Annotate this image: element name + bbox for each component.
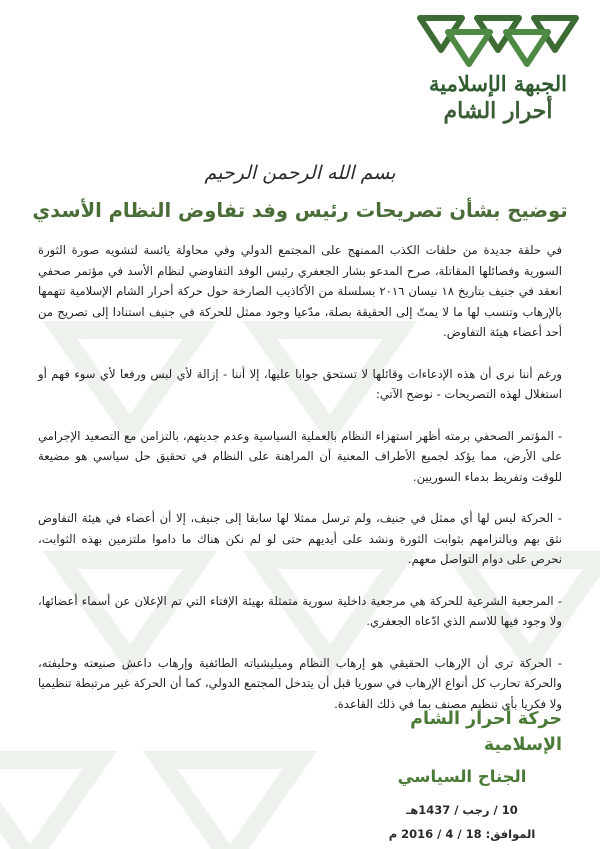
paragraph-point-4: - الحركة ترى أن الإرهاب الحقيقي هو إرهاب النظام وميليشياته الطائفية وإرهاب داعش صنيعته وحليفته، والحركة تحارب كل أنواع الإرهاب في سوريا قبل أن يتدخل المجتمع الدولي، كما أن الحركة غير مرتبطة تنظيميا ولا فكريا بأي تنظيم مصنف بما في ذلك القاعدة. <box>38 655 562 711</box>
gregorian-date: الموافق: 18 / 4 / 2016 م <box>388 827 536 841</box>
paragraph-point-2: - الحركة ليس لها أي ممثل في جنيف، ولم ترسل ممثلا لها سابقا إلى جنيف، إلا أن أعضاء في هيئة التفاوض نثق بهم وبالتزامهم بثوابت الثورة ونشد على أيديهم حتى لو لم نكن هناك ما داموا ملتزمين بهذه الثوابت، نحرص على دوام التواصل معهم. <box>38 511 562 566</box>
paragraph-point-3: - المرجعية الشرعية للحركة هي مرجعية داخلية سورية متمثلة بهيئة الإفتاء التي تم الإعلان عن أسماء أعضائها، ولا وجود فيها للاسم الذي ادّعاه الجعفري. <box>38 593 562 628</box>
logo-subtitle: أحرار الشام <box>443 98 553 124</box>
paragraph-preface: ورغم أننا نرى أن هذه الإدعاءات وقائلها لا تستحق جوابا عليها، إلا أننا - إزالة لأي لبس ورفعا لأي سوء فهم أو استغلال لهذه التصريحات - نوضح الآتي: <box>38 366 562 401</box>
logo-name: الجبهة الإسلامية <box>429 71 567 96</box>
document-title: توضيح بشأن تصريحات رئيس وفد تفاوض النظام الأسدي <box>32 199 568 222</box>
hijri-date: 10 / رجب / 1437هـ <box>406 803 518 817</box>
document-body <box>38 240 562 735</box>
paragraph-intro: في حلقة جديدة من حلقات الكذب الممنهج على المجتمع الدولي وفي محاولة يائسة لتشويه صورة الثورة السورية وفصائلها المقاتلة، صرح المدعو بشار الجعفري رئيس الوفد التفاوضي لنظام الأسد في مؤتمر صحفي انعقد في جنيف بتاريخ ١٨ نيسان ٢٠١٦ بسلسلة من الأكاذيب الصارخة حول حركة أحرار الشام الإسلامية تتهمها بالإرهاب وتنسب لها ما لا يمتّ إلى الحقيقة بصلة، مدّعيا وجود ممثل للحركة في جنيف استنادا إلى تصريح من أحد أعضاء هيئة التفاوض. <box>38 243 562 339</box>
signature-wing: الجناح السياسي <box>397 767 527 786</box>
organization-logo <box>410 10 586 150</box>
basmala: بسم الله الرحمن الرحيم <box>204 162 396 184</box>
signature-block <box>362 706 562 844</box>
logo-emblem-icon <box>414 10 582 72</box>
paragraph-point-1: - المؤتمر الصحفي برمته أظهر استهزاء النظام بالعملية السياسية وعدم جديتهم، بالتزامن مع التصعيد الإجرامي على الأرض، مما يؤكد لجميع الأطراف المعنية أن المراهنة على النظام في تحقيق حل سياسي هو مضيعة للوقت وتفريط بدماء السوريين. <box>38 428 562 484</box>
signature-organization: حركة أحرار الشام الإسلامية <box>410 709 562 755</box>
